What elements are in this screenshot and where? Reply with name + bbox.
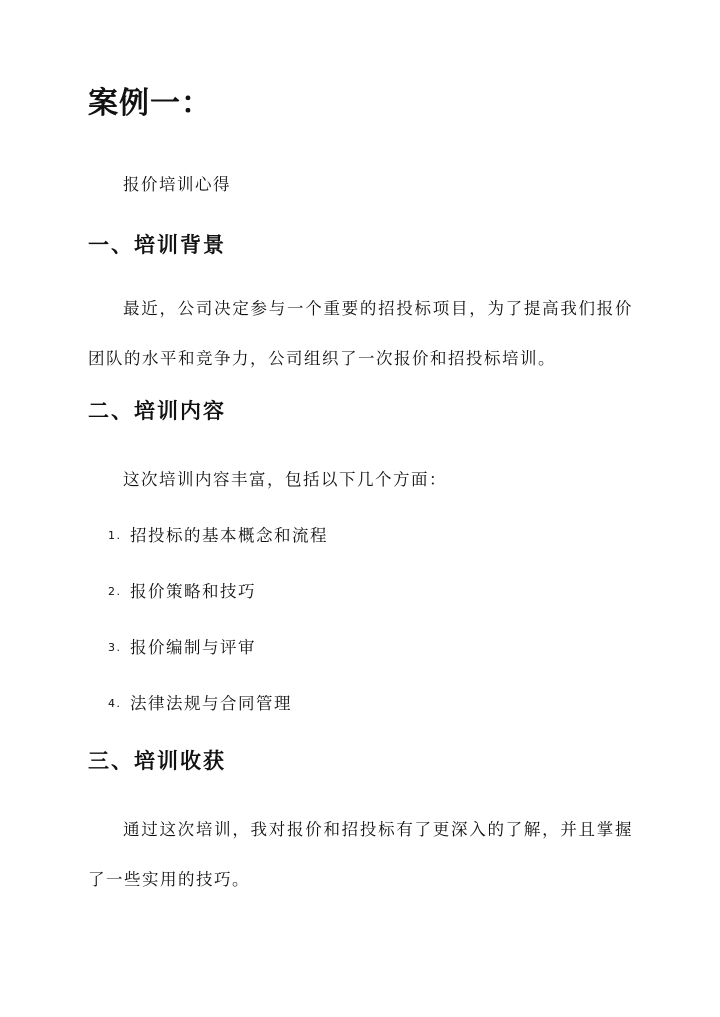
list-item xyxy=(108,564,328,620)
section-heading-content: 二、培训内容 xyxy=(88,399,226,423)
document-subtitle: 报价培训心得 xyxy=(123,175,231,194)
list-item-text: 报价编制与评审 xyxy=(130,638,256,657)
section-heading-background: 一、培训背景 xyxy=(88,233,226,257)
section-paragraph-content: 这次培训内容丰富，包括以下几个方面： xyxy=(123,470,447,489)
section-heading-gains: 三、培训收获 xyxy=(88,749,226,773)
document-title: 案例一： xyxy=(88,86,212,121)
list-item xyxy=(108,620,328,676)
training-topics-list xyxy=(108,508,328,732)
list-item-number: 1. xyxy=(108,529,122,542)
list-item-number: 3. xyxy=(108,641,122,654)
list-item xyxy=(108,676,328,732)
section-paragraph-background: 最近，公司决定参与一个重要的招投标项目，为了提高我们报价团队的水平和竞争力，公司组织了一次报价和招投标培训。 xyxy=(88,299,633,368)
list-item-number: 2. xyxy=(108,585,122,598)
list-item-text: 报价策略和技巧 xyxy=(130,582,256,601)
list-item-text: 法律法规与合同管理 xyxy=(130,694,292,713)
list-item xyxy=(108,508,328,564)
list-item-text: 招投标的基本概念和流程 xyxy=(130,526,328,545)
list-item-number: 4. xyxy=(108,697,122,710)
section-paragraph-gains: 通过这次培训，我对报价和招投标有了更深入的了解，并且掌握了一些实用的技巧。 xyxy=(88,820,633,889)
